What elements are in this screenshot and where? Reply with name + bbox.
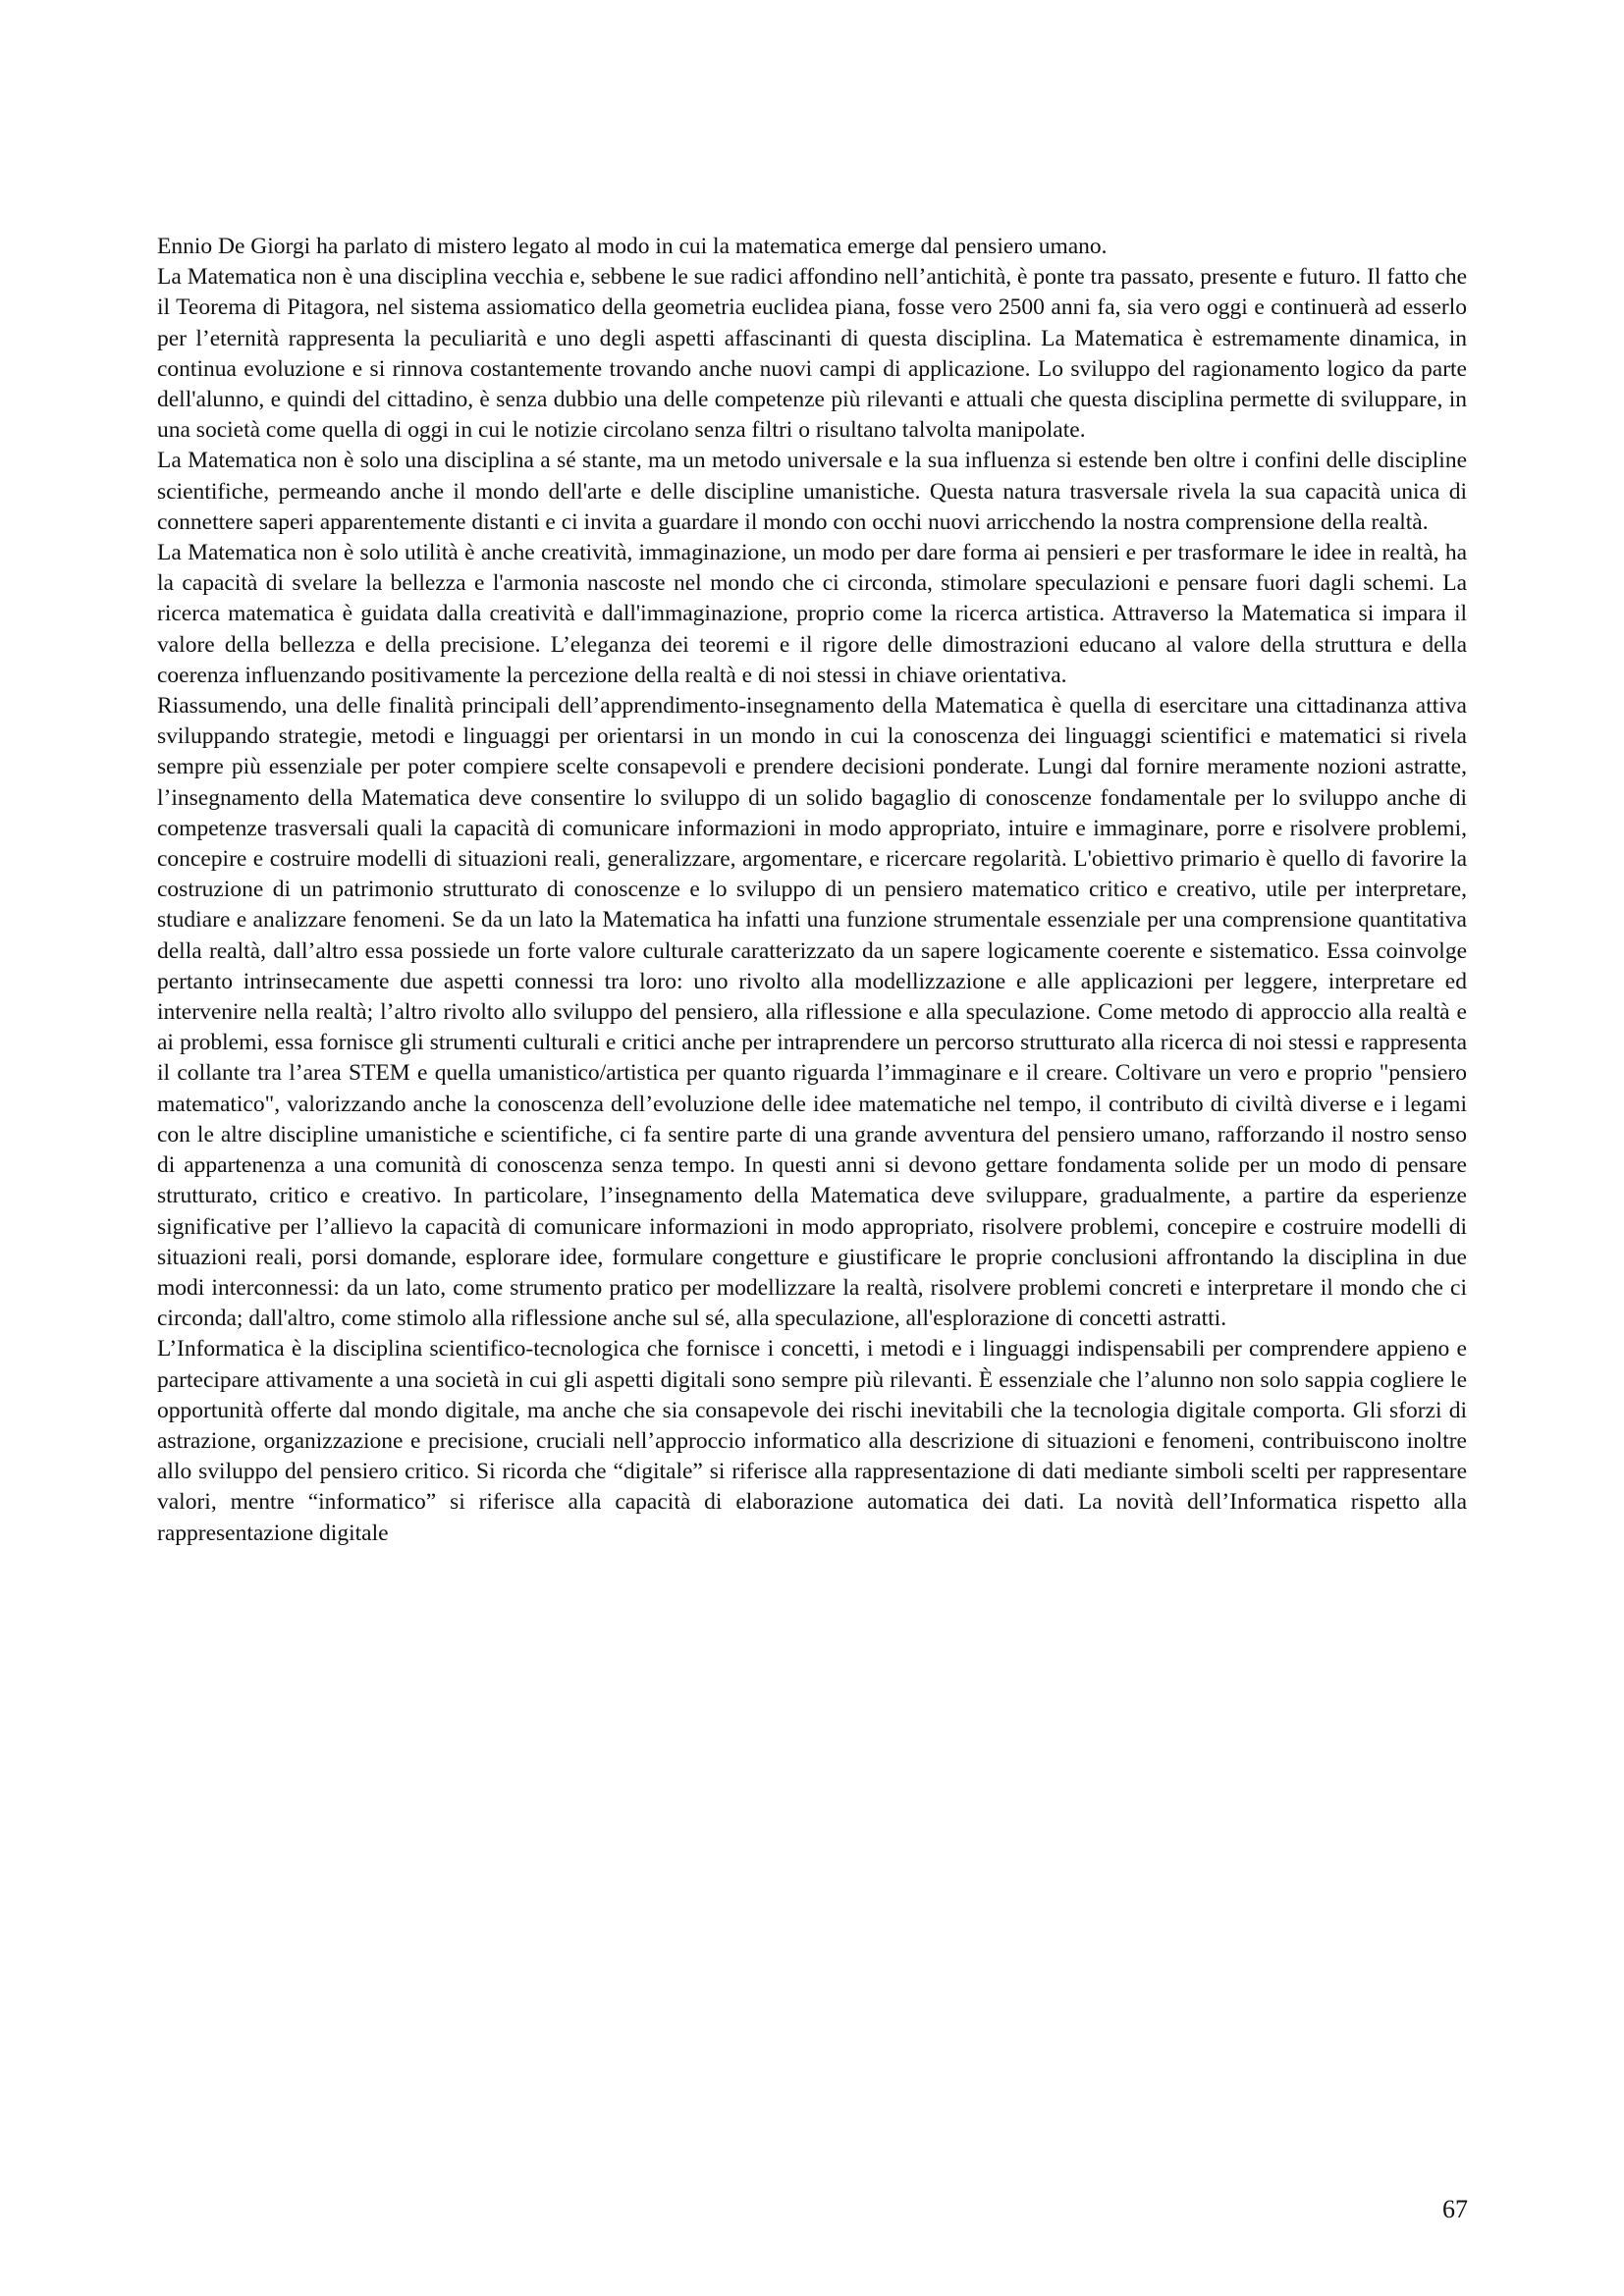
paragraph-metodo-universale: La Matematica non è solo una disciplina a sé stante, ma un metodo universale e la sua influenza si estende ben oltre i confini delle discipline scientifiche, permeando anche il mondo dell'arte e delle discipline umanistiche. Questa natura trasversale rivela la sua capacità unica di connettere saperi apparentemente distanti e ci invita a guardare il mondo con occhi nuovi arricchendo la nostra comprensione della realtà. xyxy=(157,448,1467,535)
body-text xyxy=(157,232,1467,1549)
paragraph-creativita: La Matematica non è solo utilità è anche creatività, immaginazione, un modo per dare forma ai pensieri e per trasformare le idee in realtà, ha la capacità di svelare la bellezza e l'armonia nascoste nel mondo che ci circonda, stimolare speculazioni e pensare fuori dagli schemi. La ricerca matematica è guidata dalla creatività e dall'immaginazione, proprio come la ricerca artistica. Attraverso la Matematica si impara il valore della bellezza e della precisione. L’eleganza dei teoremi e il rigore delle dimostrazioni educano al valore della struttura e della coerenza influenzando positivamente la percezione della realtà e di noi stessi in chiave orientativa. xyxy=(157,540,1467,688)
page-number: 67 xyxy=(1442,2195,1468,2223)
paragraph-riassumendo: Riassumendo, una delle finalità principali dell’apprendimento-insegnamento della Matematica è quella di esercitare una cittadinanza attiva sviluppando strategie, metodi e linguaggi per orientarsi in un mondo in cui la conoscenza dei linguaggi scientifici e matematici si rivela sempre più essenziale per poter compiere scelte consapevoli e prendere decisioni ponderate. Lungi dal fornire meramente nozioni astratte, l’insegnamento della Matematica deve consentire lo sviluppo di un solido bagaglio di conoscenze fondamentale per lo sviluppo anche di competenze trasversali quali la capacità di comunicare informazioni in modo appropriato, intuire e immaginare, porre e risolvere problemi, concepire e costruire modelli di situazioni reali, generalizzare, argomentare, e ricercare regolarità. L'obiettivo primario è quello di favorire la costruzione di un patrimonio strutturato di conoscenze e lo sviluppo di un pensiero matematico critico e creativo, utile per interpretare, studiare e analizzare fenomeni. Se da un lato la Matematica ha infatti una funzione strumentale essenziale per una comprensione quantitativa della realtà, dall’altro essa possiede un forte valore culturale caratterizzato da un sapere logicamente coerente e sistematico. Essa coinvolge pertanto intrinsecamente due aspetti connessi tra loro: uno rivolto alla modellizzazione e alle applicazioni per leggere, interpretare ed intervenire nella realtà; l’altro rivolto allo sviluppo del pensiero, alla riflessione e alla speculazione. Come metodo di approccio alla realtà e ai problemi, essa fornisce gli strumenti culturali e critici anche per intraprendere un percorso strutturato alla ricerca di noi stessi e rappresenta il collante tra l’area STEM e quella umanistico/artistica per quanto riguarda l’immaginare e il creare. Coltivare un vero e proprio "pensiero matematico", valorizzando anche la conoscenza dell’evoluzione delle idee matematiche nel tempo, il contributo di civiltà diverse e i legami con le altre discipline umanistiche e scientifiche, ci fa sentire parte di una grande avventura del pensiero umano, rafforzando il nostro senso di appartenenza a una comunità di conoscenza senza tempo. In questi anni si devono gettare fondamenta solide per un modo di pensare strutturato, critico e creativo. In particolare, l’insegnamento della Matematica deve sviluppare, gradualmente, a partire da esperienze significative per l’allievo la capacità di comunicare informazioni in modo appropriato, risolvere problemi, concepire e costruire modelli di situazioni reali, porsi domande, esplorare idee, formulare congetture e giustificare le proprie conclusioni affrontando la disciplina in due modi interconnessi: da un lato, come strumento pratico per modellizzare la realtà, risolvere problemi concreti e interpretare il mondo che ci circonda; dall'altro, come stimolo alla riflessione anche sul sé, alla speculazione, all'esplorazione di concetti astratti. xyxy=(157,693,1467,1332)
paragraph-de-giorgi: Ennio De Giorgi ha parlato di mistero legato al modo in cui la matematica emerge dal pensiero umano. xyxy=(157,234,1108,259)
paragraph-informatica: L’Informatica è la disciplina scientifico-tecnologica che fornisce i concetti, i metodi e i linguaggi indispensabili per comprendere appieno e partecipare attivamente a una società in cui gli aspetti digitali sono sempre più rilevanti. È essenziale che l’alunno non solo sappia cogliere le opportunità offerte dal mondo digitale, ma anche che sia consapevole dei rischi inevitabili che la tecnologia digitale comporta. Gli sforzi di astrazione, organizzazione e precisione, cruciali nell’approccio informatico alla descrizione di situazioni e fenomeni, contribuiscono inoltre allo sviluppo del pensiero critico. Si ricorda che “digitale” si riferisce alla rappresentazione di dati mediante simboli scelti per rappresentare valori, mentre “informatico” si riferisce alla capacità di elaborazione automatica dei dati. La novità dell’Informatica rispetto alla rappresentazione digitale xyxy=(157,1336,1467,1546)
paragraph-matematica-ponte: La Matematica non è una disciplina vecchia e, sebbene le sue radici affondino nell’antichità, è ponte tra passato, presente e futuro. Il fatto che il Teorema di Pitagora, nel sistema assiomatico della geometria euclidea piana, fosse vero 2500 anni fa, sia vero oggi e continuerà ad esserlo per l’eternità rappresenta la peculiarità e uno degli aspetti affascinanti di questa disciplina. La Matematica è estremamente dinamica, in continua evoluzione e si rinnova costantemente trovando anche nuovi campi di applicazione. Lo sviluppo del ragionamento logico da parte dell'alunno, e quindi del cittadino, è senza dubbio una delle competenze più rilevanti e attuali che questa disciplina permette di sviluppare, in una società come quella di oggi in cui le notizie circolano senza filtri o risultano talvolta manipolate. xyxy=(157,264,1467,444)
